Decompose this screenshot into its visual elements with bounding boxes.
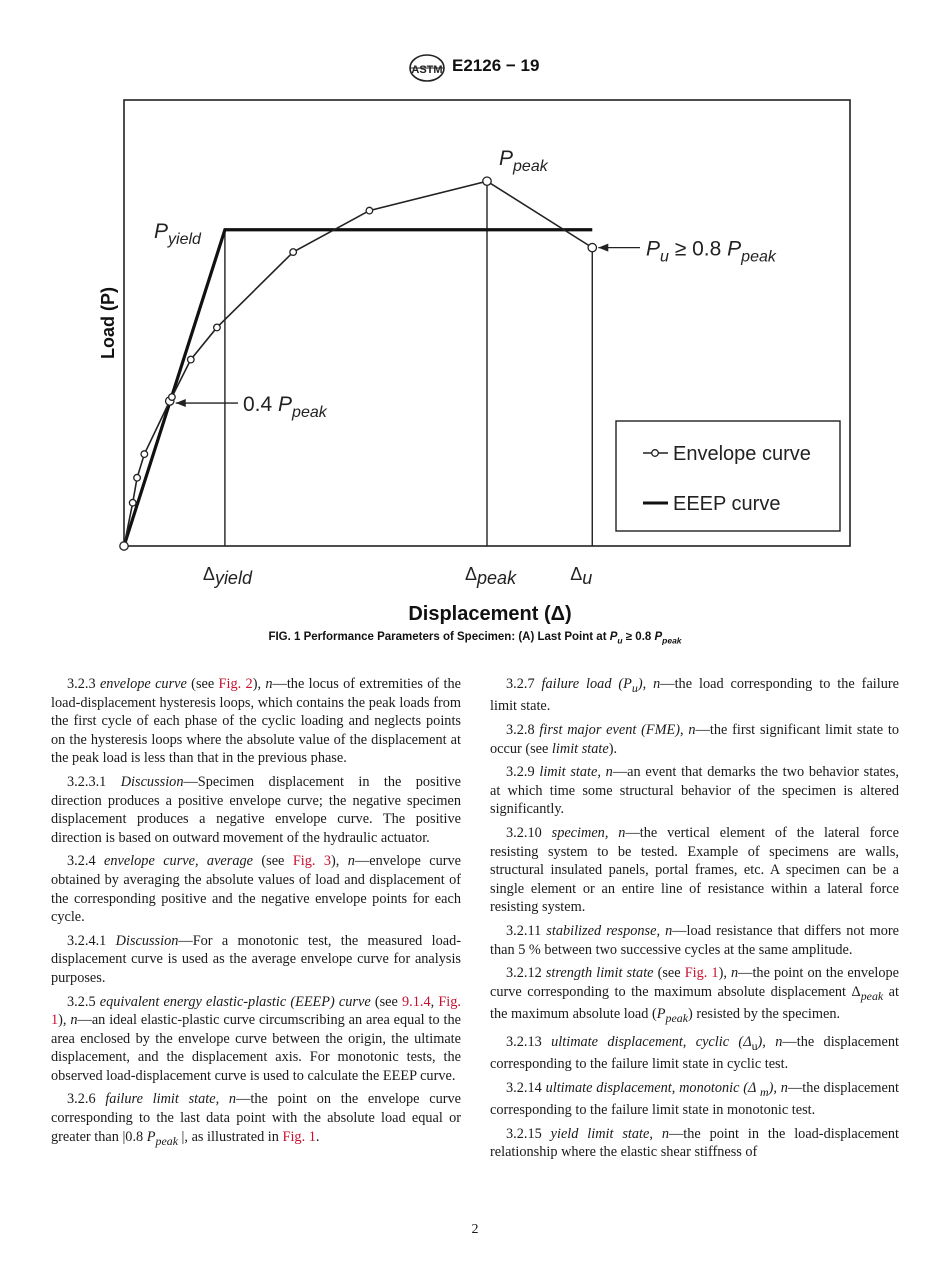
link-9-1-4[interactable]: 9.1.4 — [402, 993, 431, 1010]
envelope-point — [141, 451, 148, 458]
envelope-point — [290, 249, 297, 256]
envelope-point — [120, 542, 128, 550]
definition-3-2-4-1: 3.2.4.1 Discussion—For a monotonic test, the measured load-displacement curve is used as the average envelope curve for analysis purposes. — [51, 932, 462, 986]
legend-envelope-label: Envelope curve — [673, 443, 811, 465]
caption-ppeak-sub: peak — [662, 635, 682, 646]
annotation-p-u: $P_u \ge 0.8$ $P_{peak}$ — [646, 237, 776, 266]
link-fig-1[interactable]: Fig. 1 — [684, 965, 719, 982]
annotation-p-yield: $P_{yield}$ — [154, 219, 201, 248]
definition-3-2-3: 3.2.3 envelope curve (see Fig. 2), n—the locus of extremities of the load-displacement hysteresis loops, which contains the peak loads from the first cycle of each phase of the cyclic loading and neglects points on the hysteresis loops where the absolute value of the displacement at the peak load is less than that in the previous phase. — [51, 676, 461, 767]
envelope-point — [483, 177, 491, 185]
x-axis-label: Displacement (Δ) — [408, 603, 572, 625]
definition-3-2-12: 3.2.12 strength limit state (see Fig. 1), n—the point on the envelope curve corresponding to the maximum absolute displacement $\Delta_{peak}$ at the maximum absolute load $(P_{peak})$ resisted by the specimen. — [490, 965, 899, 1026]
envelope-point — [214, 324, 221, 331]
legend-envelope-marker — [652, 450, 659, 457]
marker-label-u: Δu — [570, 564, 593, 588]
y-axis-label: Load (P) — [98, 287, 118, 359]
envelope-point — [187, 356, 194, 363]
page-header — [0, 54, 950, 84]
annotation-p-u-arrowhead — [598, 244, 608, 252]
definition-3-2-7: 3.2.7 failure load $(P_u)$, n—the load corresponding to the failure limit state. — [490, 676, 899, 715]
definition-3-2-4: 3.2.4 envelope curve, average (see Fig. 3), n—envelope curve obtained by averaging the absolute values of load and displacement of the corresponding positive and the negative envelope points for each cycle. — [51, 853, 461, 926]
astm-logo — [408, 54, 446, 82]
envelope-point — [588, 243, 596, 251]
definition-3-2-10: 3.2.10 specimen, n—the vertical element of the lateral force resisting system to be tested. Example of specimens are walls, structural insulated panels, portal frames, etc. A specimen can be a single element or an entire line of resistance within a lateral force resisting system. — [490, 825, 900, 916]
caption-pu: P — [609, 631, 618, 643]
definition-3-2-13: 3.2.13 ultimate displacement, cyclic $(\Delta_u)$, n—the displacement corresponding to the failure limit state in cyclic test. — [490, 1033, 899, 1073]
right-column — [490, 675, 899, 1167]
astm-logo-text: ASTM — [411, 64, 443, 76]
page-number: 2 — [471, 1222, 479, 1237]
link-fig-3[interactable]: Fig. 3 — [292, 853, 332, 870]
envelope-point — [169, 394, 176, 401]
caption-mid: ≥ 0.8 — [622, 631, 655, 643]
link-fig-2[interactable]: Fig. 2 — [218, 676, 253, 692]
link-fig-1[interactable]: Fig. 1 — [51, 993, 461, 1029]
caption-prefix: FIG. 1 Performance Parameters of Specimen: (A) Last Point at — [268, 631, 610, 643]
definition-3-2-9: 3.2.9 limit state, n—an event that demarks the two behavior states, at which time some structural behavior of the specimen is altered significantly. — [490, 764, 899, 818]
legend-eeep-label: EEEP curve — [673, 493, 781, 515]
definition-3-2-15: 3.2.15 yield limit state, n—the point in the load-displacement relationship where the elastic shear stiffness of — [490, 1125, 899, 1161]
caption-pu-sub: u — [617, 635, 623, 646]
figure-caption — [0, 631, 950, 645]
annotation-04-p-peak: 0.4 $P_{peak}$ — [243, 393, 327, 422]
document-id: E2126 − 19 — [452, 56, 540, 75]
eeep-curve — [124, 230, 592, 546]
definition-3-2-8: 3.2.8 first major event (FME), n—the first significant limit state to occur (see limit state). — [490, 722, 899, 757]
marker-label-peak: Δpeak — [465, 564, 517, 588]
definition-3-2-14: 3.2.14 ultimate displacement, monotonic (Δ $_m$), n—the displacement corresponding to the failure limit state in monotonic test. — [490, 1079, 899, 1119]
envelope-point — [134, 474, 141, 481]
left-column — [51, 675, 461, 1155]
caption-ppeak: P — [654, 631, 663, 643]
definition-3-2-3-1: 3.2.3.1 Discussion—Specimen displacement in the positive direction produces a positive envelope curve; the negative specimen displacement produces a negative envelope curve. The positive direction is based on outward movement of the hydraulic actuator. — [51, 773, 462, 846]
link-fig-1[interactable]: Fig. 1 — [282, 1128, 316, 1145]
envelope-point — [129, 499, 136, 506]
annotation-p-peak: $P_{peak}$ — [499, 147, 548, 176]
figure-1-chart — [0, 90, 950, 625]
envelope-point — [366, 207, 373, 214]
definition-3-2-5: 3.2.5 equivalent energy elastic-plastic (EEEP) curve (see 9.1.4, Fig. 1), n—an ideal elastic-plastic curve circumscribing an area equal to the area enclosed by the envelope curve between the origin, the ultimate displacement, and the displacement axis. For monotonic tests, the observed load-displacement curve is used to calculate the EEEP curve. — [51, 993, 461, 1084]
annotation-04-arrowhead — [176, 399, 186, 407]
definition-3-2-11: 3.2.11 stabilized response, n—load resistance that differs not more than 5 % between two successive cycles at the same amplitude. — [490, 922, 899, 958]
marker-label-yield: Δyield — [202, 564, 252, 588]
definition-3-2-6: 3.2.6 failure limit state, n—the point on the envelope curve corresponding to the last data point with the absolute load equal or greater than |0.8 $P_{peak}$ |, as illustrated in Fig. 1. — [51, 1091, 462, 1148]
